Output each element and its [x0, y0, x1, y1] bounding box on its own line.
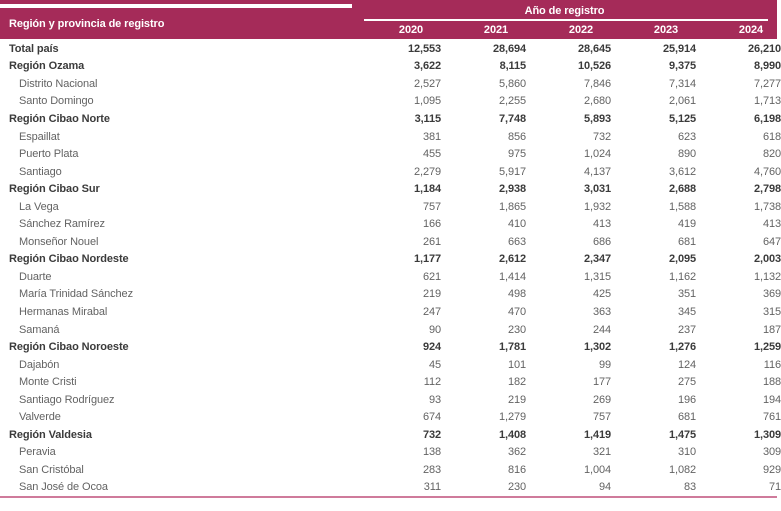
table-row: [0, 373, 781, 391]
value-cell: 681: [677, 235, 696, 248]
value-cell: 166: [422, 218, 441, 231]
value-cell: 7,277: [753, 77, 781, 90]
value-cell: 924: [422, 341, 441, 354]
value-cell: 455: [422, 148, 441, 161]
table-row: [0, 145, 781, 163]
value-cell: 1,259: [753, 341, 781, 354]
value-cell: 419: [677, 218, 696, 231]
region-label: San José de Ocoa: [19, 481, 108, 494]
row-header-cell: [0, 8, 352, 39]
value-cell: 5,860: [498, 77, 526, 90]
value-cell: 188: [762, 376, 781, 389]
region-label: Monseñor Nouel: [19, 235, 99, 248]
value-cell: 1,184: [413, 183, 441, 196]
value-cell: 856: [507, 130, 526, 143]
value-cell: 99: [598, 358, 611, 371]
region-label: María Trinidad Sánchez: [19, 288, 133, 301]
value-cell: 3,115: [414, 112, 441, 125]
value-cell: 28,694: [492, 42, 526, 55]
value-cell: 2,938: [498, 183, 526, 196]
region-label: Valverde: [19, 411, 61, 424]
value-cell: 1,095: [413, 95, 441, 108]
table-row: [0, 268, 781, 286]
value-cell: 1,781: [498, 341, 526, 354]
value-cell: 247: [422, 305, 441, 318]
value-cell: 71: [768, 481, 781, 494]
table-row: [0, 426, 781, 444]
value-cell: 2,095: [668, 253, 696, 266]
table-row: [0, 58, 781, 76]
value-cell: 1,132: [753, 270, 781, 283]
value-cell: 26,210: [747, 42, 781, 55]
region-label: Total país: [9, 42, 59, 55]
value-cell: 470: [507, 305, 526, 318]
table-row: [0, 479, 781, 497]
value-cell: 315: [762, 305, 781, 318]
value-cell: 283: [422, 463, 441, 476]
region-label: Región Valdesia: [9, 428, 92, 441]
value-cell: 2,527: [413, 77, 441, 90]
value-cell: 194: [762, 393, 781, 406]
table-row: [0, 110, 781, 128]
value-cell: 890: [677, 148, 696, 161]
value-cell: 618: [762, 130, 781, 143]
value-cell: 686: [592, 235, 611, 248]
region-label: Monte Cristi: [19, 376, 77, 389]
value-cell: 647: [762, 235, 781, 248]
value-cell: 244: [592, 323, 611, 336]
table-row: [0, 75, 781, 93]
value-cell: 8,990: [753, 60, 781, 73]
value-cell: 757: [592, 411, 611, 424]
value-cell: 321: [592, 446, 611, 459]
table-bottom-rule: [0, 496, 777, 498]
value-cell: 8,115: [499, 60, 526, 73]
value-cell: 345: [677, 305, 696, 318]
table-row: [0, 40, 781, 58]
value-cell: 7,314: [668, 77, 696, 90]
table-header: [0, 4, 777, 39]
value-cell: 6,198: [753, 112, 781, 125]
value-cell: 929: [762, 463, 781, 476]
value-cell: 309: [762, 446, 781, 459]
value-cell: 269: [592, 393, 611, 406]
value-cell: 1,004: [583, 463, 611, 476]
table-row: [0, 251, 781, 269]
region-label: La Vega: [19, 200, 59, 213]
table-row: [0, 180, 781, 198]
value-cell: 112: [423, 376, 441, 389]
table-row: [0, 338, 781, 356]
value-cell: 2,255: [498, 95, 526, 108]
value-cell: 761: [762, 411, 781, 424]
value-cell: 3,622: [413, 60, 441, 73]
value-cell: 3,031: [583, 183, 611, 196]
region-label: Región Cibao Nordeste: [9, 253, 129, 266]
year-header-2023: 2023: [653, 23, 678, 36]
value-cell: 4,137: [583, 165, 611, 178]
table-body: [0, 40, 781, 496]
region-label: Puerto Plata: [19, 148, 79, 161]
value-cell: 219: [507, 393, 526, 406]
value-cell: 5,893: [583, 112, 611, 125]
year-header-2021: 2021: [483, 23, 508, 36]
value-cell: 1,302: [583, 341, 611, 354]
value-cell: 83: [683, 481, 696, 494]
value-cell: 1,738: [753, 200, 781, 213]
table-row: [0, 356, 781, 374]
value-cell: 816: [507, 463, 526, 476]
value-cell: 138: [422, 446, 441, 459]
value-cell: 237: [677, 323, 696, 336]
value-cell: 820: [762, 148, 781, 161]
value-cell: 45: [428, 358, 441, 371]
value-cell: 187: [762, 323, 781, 336]
region-label: Sánchez Ramírez: [19, 218, 105, 231]
value-cell: 275: [677, 376, 696, 389]
value-cell: 7,846: [583, 77, 611, 90]
value-cell: 3,612: [668, 165, 696, 178]
value-cell: 621: [422, 270, 441, 283]
table-row: [0, 444, 781, 462]
year-header-2020: 2020: [398, 23, 423, 36]
value-cell: 1,865: [498, 200, 526, 213]
value-cell: 90: [428, 323, 441, 336]
region-label: Espaillat: [19, 130, 60, 143]
value-cell: 2,061: [668, 95, 696, 108]
value-cell: 2,688: [668, 183, 696, 196]
region-label: Samaná: [19, 323, 60, 336]
table-row: [0, 303, 781, 321]
value-cell: 425: [592, 288, 611, 301]
table-row: [0, 461, 781, 479]
value-cell: 410: [507, 218, 526, 231]
value-cell: 5,917: [498, 165, 526, 178]
value-cell: 681: [677, 411, 696, 424]
year-header-row: [352, 21, 777, 40]
table-row: [0, 128, 781, 146]
value-cell: 1,279: [498, 411, 526, 424]
value-cell: 1,315: [583, 270, 611, 283]
year-header-2022: 2022: [568, 23, 593, 36]
value-cell: 2,003: [753, 253, 781, 266]
column-group-label: Año de registro: [524, 5, 605, 17]
value-cell: 1,414: [498, 270, 526, 283]
value-cell: 1,276: [668, 341, 696, 354]
value-cell: 1,162: [668, 270, 696, 283]
value-cell: 363: [592, 305, 611, 318]
table-row: [0, 215, 781, 233]
table-row: [0, 233, 781, 251]
value-cell: 196: [677, 393, 696, 406]
value-cell: 28,645: [577, 42, 611, 55]
value-cell: 182: [507, 376, 526, 389]
year-header-2024: 2024: [738, 23, 763, 36]
value-cell: 381: [422, 130, 441, 143]
value-cell: 124: [677, 358, 696, 371]
region-label: Santiago Rodríguez: [19, 393, 115, 406]
value-cell: 1,713: [753, 95, 781, 108]
region-label: Santiago: [19, 165, 62, 178]
value-cell: 116: [763, 358, 781, 371]
value-cell: 498: [507, 288, 526, 301]
value-cell: 2,798: [753, 183, 781, 196]
value-cell: 94: [598, 481, 611, 494]
value-cell: 1,177: [413, 253, 441, 266]
region-label: Peravia: [19, 446, 56, 459]
value-cell: 177: [592, 376, 611, 389]
region-label: Dajabón: [19, 358, 60, 371]
table-row: [0, 391, 781, 409]
table-row: [0, 163, 781, 181]
table-row: [0, 408, 781, 426]
value-cell: 1,588: [668, 200, 696, 213]
value-cell: 1,024: [583, 148, 611, 161]
region-label: Región Ozama: [9, 60, 85, 73]
value-cell: 93: [428, 393, 441, 406]
region-label: Región Cibao Noroeste: [9, 341, 129, 354]
value-cell: 25,914: [662, 42, 696, 55]
value-cell: 2,279: [413, 165, 441, 178]
value-cell: 674: [422, 411, 441, 424]
value-cell: 623: [677, 130, 696, 143]
value-cell: 1,408: [498, 428, 526, 441]
region-label: Región Cibao Sur: [9, 183, 100, 196]
table-row: [0, 286, 781, 304]
table-row: [0, 198, 781, 216]
region-label: Santo Domingo: [19, 95, 94, 108]
table-row: [0, 93, 781, 111]
value-cell: 1,082: [668, 463, 696, 476]
value-cell: 230: [507, 481, 526, 494]
value-cell: 1,309: [753, 428, 781, 441]
table-row: [0, 321, 781, 339]
value-cell: 1,932: [583, 200, 611, 213]
value-cell: 663: [507, 235, 526, 248]
column-header-cell: [352, 4, 777, 39]
value-cell: 9,375: [668, 60, 696, 73]
value-cell: 1,475: [668, 428, 696, 441]
value-cell: 4,760: [753, 165, 781, 178]
value-cell: 369: [762, 288, 781, 301]
region-label: Distrito Nacional: [19, 77, 98, 90]
value-cell: 413: [762, 218, 781, 231]
region-label: Duarte: [19, 270, 52, 283]
value-cell: 7,748: [498, 112, 526, 125]
region-label: Hermanas Mirabal: [19, 305, 108, 318]
value-cell: 10,526: [577, 60, 611, 73]
value-cell: 975: [507, 148, 526, 161]
region-label: Región Cibao Norte: [9, 112, 110, 125]
value-cell: 12,553: [407, 42, 441, 55]
value-cell: 230: [507, 323, 526, 336]
region-label: San Cristóbal: [19, 463, 84, 476]
value-cell: 261: [422, 235, 441, 248]
data-table: [0, 40, 781, 496]
value-cell: 5,125: [668, 112, 696, 125]
value-cell: 2,680: [583, 95, 611, 108]
value-cell: 732: [592, 130, 611, 143]
value-cell: 351: [677, 288, 696, 301]
value-cell: 2,347: [583, 253, 611, 266]
value-cell: 413: [592, 218, 611, 231]
value-cell: 310: [677, 446, 696, 459]
value-cell: 1,419: [583, 428, 611, 441]
value-cell: 101: [507, 358, 526, 371]
value-cell: 311: [423, 481, 441, 494]
row-header-label: Región y provincia de registro: [9, 17, 165, 30]
value-cell: 757: [422, 200, 441, 213]
value-cell: 732: [422, 428, 441, 441]
value-cell: 219: [422, 288, 441, 301]
value-cell: 2,612: [498, 253, 526, 266]
value-cell: 362: [507, 446, 526, 459]
